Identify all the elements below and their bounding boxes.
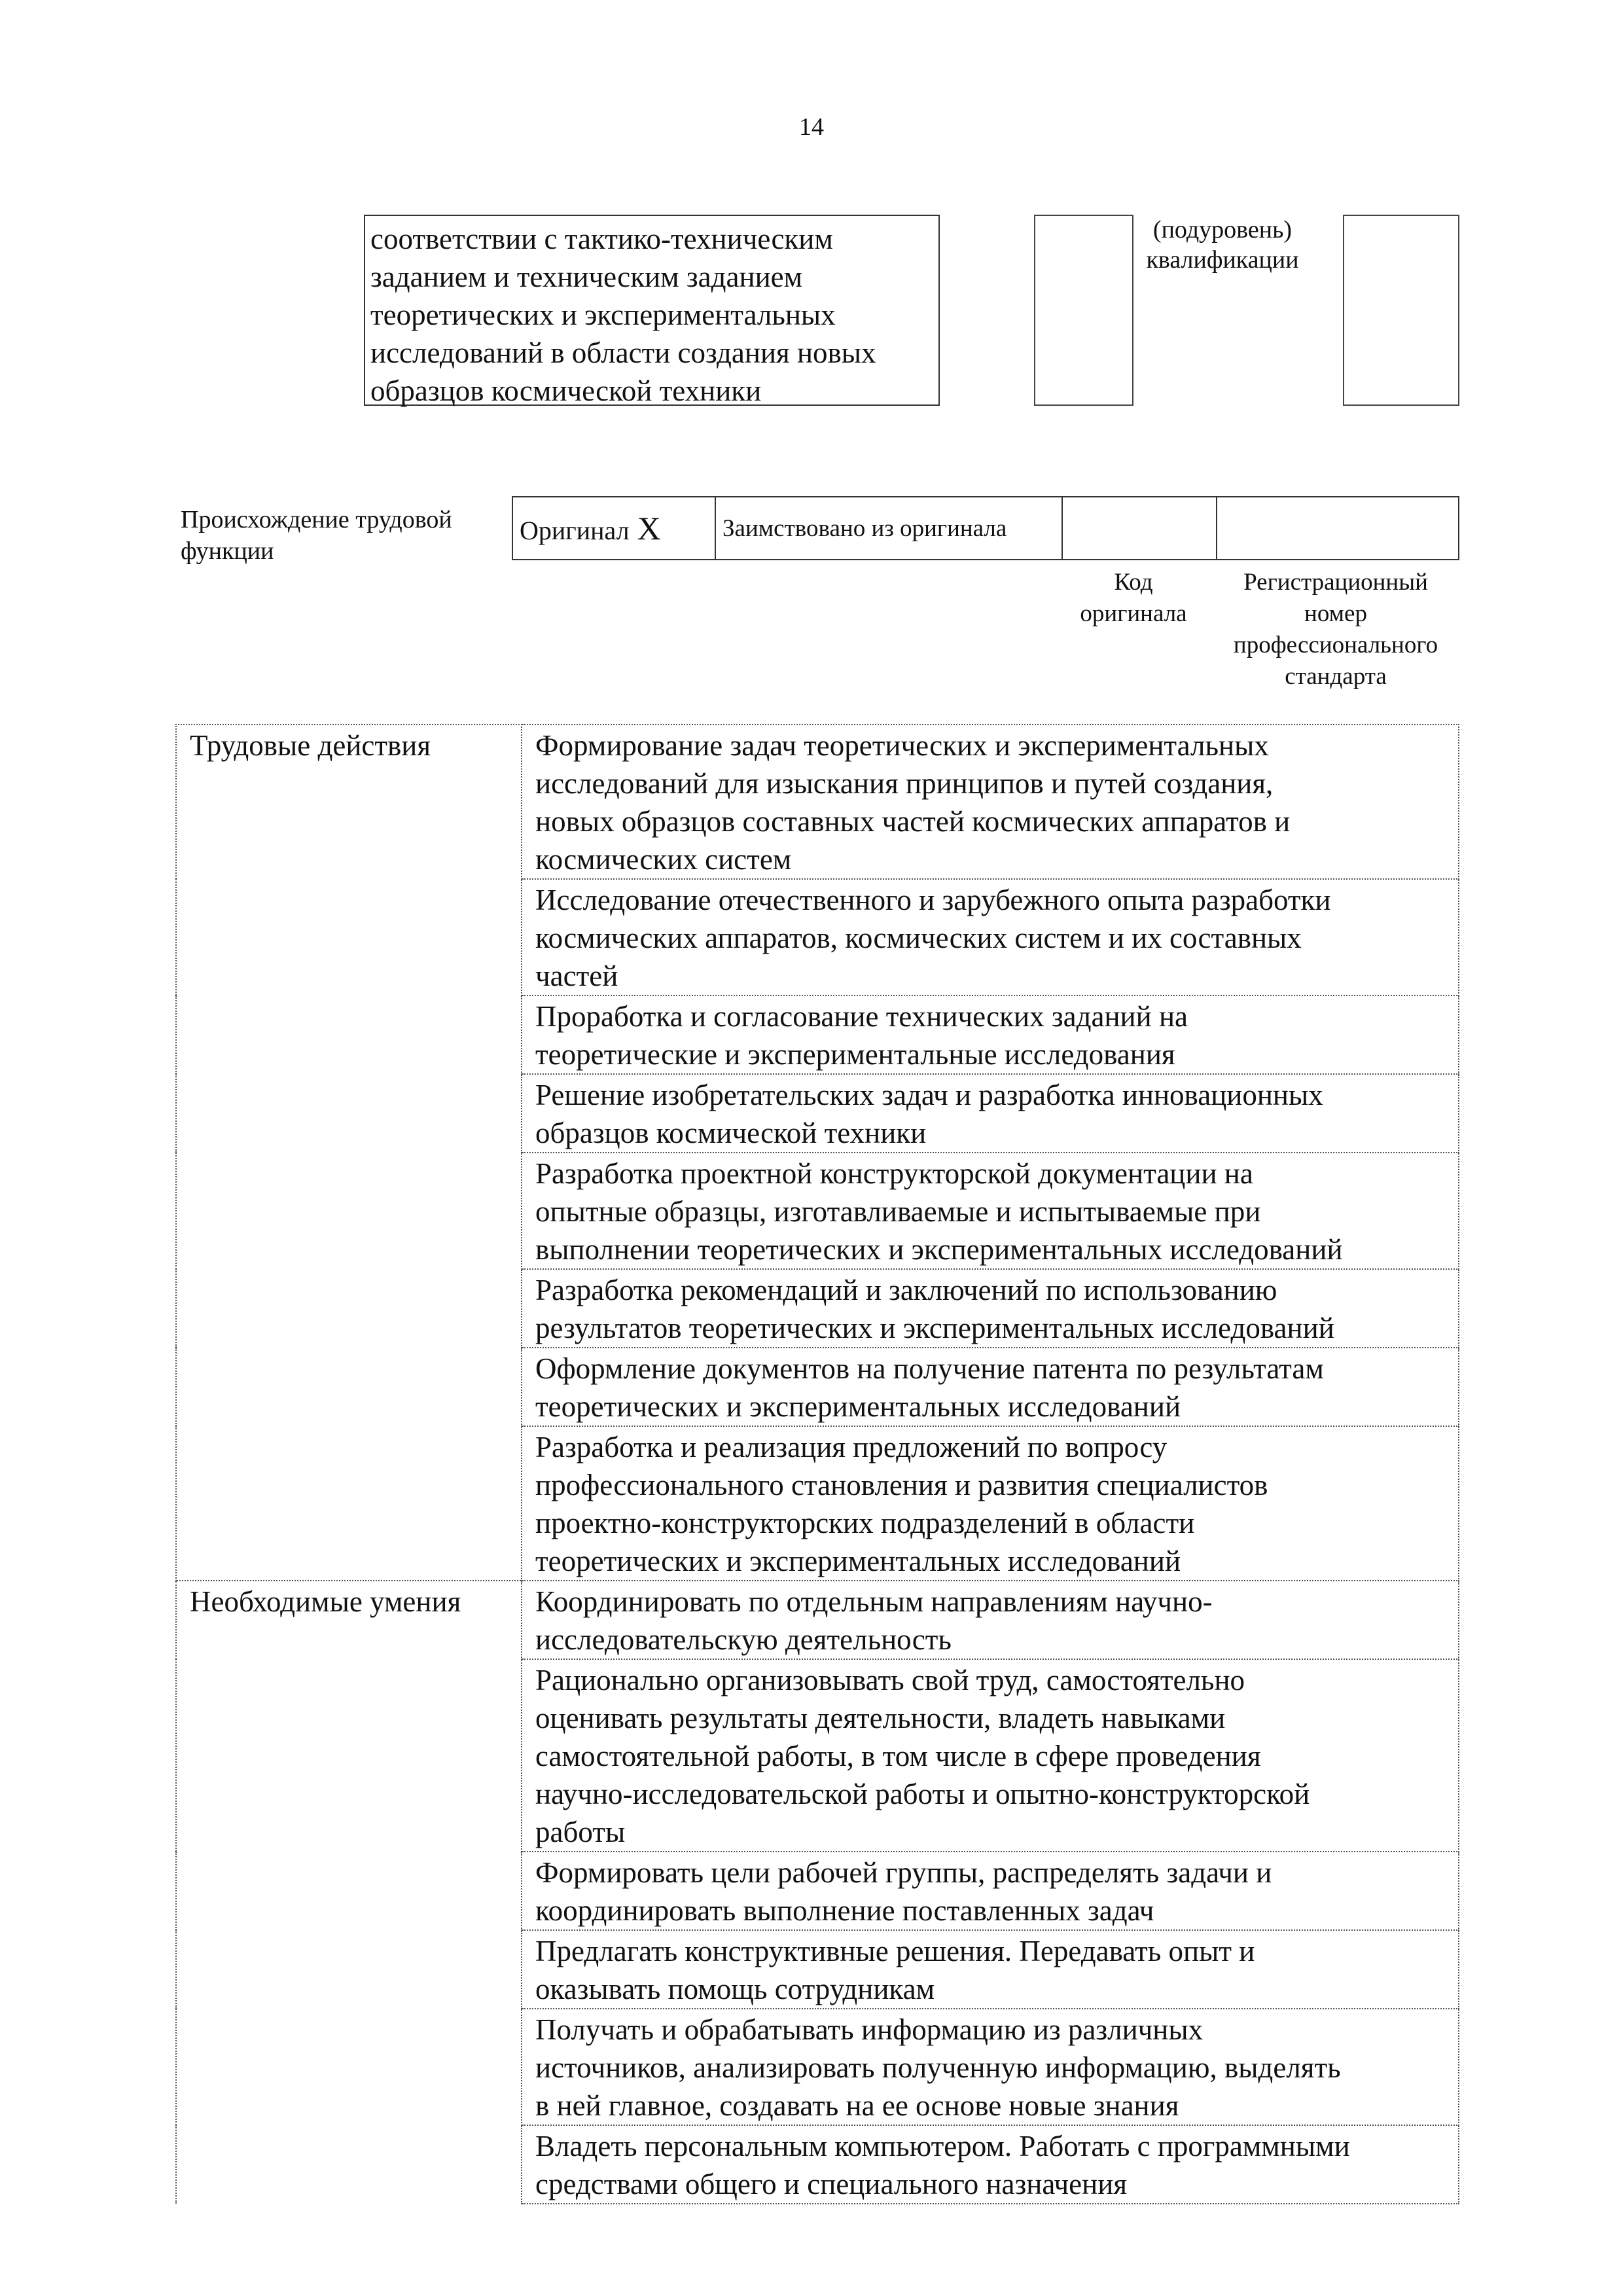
- item-line: космических систем: [535, 843, 792, 876]
- section-title-cell-continued: [176, 1153, 522, 1269]
- table-row: [176, 1852, 1459, 1930]
- qualification-sublevel-box: [1343, 215, 1459, 406]
- table-row: [176, 1269, 1459, 1348]
- list-item: [522, 1659, 1459, 1852]
- list-item: [522, 1153, 1459, 1269]
- section-title-cell-continued: [176, 1426, 522, 1581]
- table-row: [176, 1581, 1459, 1659]
- item-line: исследовательскую деятельность: [535, 1623, 952, 1656]
- label-line: квалификации: [1146, 246, 1299, 274]
- item-line: Разработка рекомендаций и заключений по использованию: [535, 1274, 1277, 1306]
- item-line: новых образцов составных частей космических аппаратов и: [535, 805, 1291, 838]
- list-item: [522, 2009, 1459, 2125]
- item-line: космических аппаратов, космических систем и их составных: [535, 922, 1302, 954]
- item-line: теоретических и экспериментальных исследований: [535, 1545, 1181, 1577]
- item-line: оценивать результаты деятельности, владеть навыками: [535, 1702, 1226, 1734]
- origin-original-mark: X: [637, 510, 661, 547]
- title-line: заданием и техническим заданием: [370, 260, 803, 293]
- item-line: Владеть персональным компьютером. Работать с программными: [535, 2130, 1350, 2162]
- item-line: координировать выполнение поставленных задач: [535, 1894, 1154, 1927]
- section-title-cell-continued: [176, 996, 522, 1074]
- original-code-caption: [1056, 567, 1211, 630]
- list-item: [522, 996, 1459, 1074]
- origin-borrowed-cell: Заимствовано из оригинала: [715, 497, 1062, 560]
- table-row: [176, 1074, 1459, 1153]
- list-item: [522, 1074, 1459, 1153]
- caption-line: профессионального: [1233, 632, 1438, 658]
- section-title-cell-continued: [176, 1348, 522, 1426]
- item-line: средствами общего и специального назначения: [535, 2168, 1128, 2200]
- caption-line: номер: [1304, 600, 1367, 627]
- caption-line: оригинала: [1080, 600, 1187, 627]
- item-line: источников, анализировать полученную информацию, выделять: [535, 2051, 1341, 2084]
- item-line: Формировать цели рабочей группы, распределять задачи и: [535, 1856, 1272, 1889]
- item-line: самостоятельной работы, в том числе в сфере проведения: [535, 1740, 1261, 1772]
- item-line: исследований для изыскания принципов и путей создания,: [535, 767, 1274, 800]
- label-line: (подуровень): [1152, 216, 1293, 243]
- table-row: [176, 2009, 1459, 2125]
- table-row: [176, 2125, 1459, 2204]
- section-title-cell-continued: [176, 1852, 522, 1930]
- item-line: Решение изобретательских задач и разработка инновационных: [535, 1079, 1323, 1111]
- item-line: Оформление документов на получение патента по результатам: [535, 1352, 1324, 1385]
- item-line: образцов космической техники: [535, 1117, 927, 1149]
- section-title-cell-continued: [176, 879, 522, 996]
- labor-function-table: [175, 724, 1459, 2204]
- item-line: Координировать по отдельным направлениям научно-: [535, 1585, 1213, 1618]
- table-row: [176, 1153, 1459, 1269]
- table-row: [176, 879, 1459, 996]
- item-line: теоретических и экспериментальных исследований: [535, 1390, 1181, 1423]
- label-line: функции: [181, 537, 274, 565]
- work-function-title-box: [364, 215, 940, 406]
- origin-original-cell: [512, 497, 715, 560]
- caption-line: стандарта: [1285, 663, 1387, 690]
- list-item: [522, 1930, 1459, 2009]
- list-item: [522, 1581, 1459, 1659]
- table-row: [176, 1426, 1459, 1581]
- table-row: [176, 725, 1459, 879]
- caption-line: Регистрационный: [1243, 569, 1428, 596]
- item-line: теоретические и экспериментальные исследования: [535, 1038, 1175, 1071]
- item-line: Исследование отечественного и зарубежного опыта разработки: [535, 884, 1331, 916]
- item-line: профессионального становления и развития специалистов: [535, 1469, 1268, 1501]
- origin-row: [512, 497, 1459, 560]
- section-title-cell-continued: [176, 1269, 522, 1348]
- item-line: Рационально организовывать свой труд, самостоятельно: [535, 1664, 1245, 1696]
- item-line: Формирование задач теоретических и экспериментальных: [535, 729, 1269, 762]
- table-row: [176, 1348, 1459, 1426]
- item-line: Разработка проектной конструкторской документации на: [535, 1157, 1253, 1190]
- list-item: [522, 1269, 1459, 1348]
- section-title-cell-continued: [176, 1659, 522, 1852]
- list-item: [522, 725, 1459, 879]
- origin-table: [512, 496, 1459, 560]
- item-line: проектно-конструкторских подразделений в области: [535, 1507, 1195, 1539]
- item-line: Получать и обрабатывать информацию из различных: [535, 2013, 1204, 2046]
- registration-number-caption: [1213, 567, 1458, 692]
- item-line: Проработка и согласование технических заданий на: [535, 1000, 1188, 1033]
- item-line: оказывать помощь сотрудникам: [535, 1973, 935, 2005]
- list-item: [522, 1348, 1459, 1426]
- item-line: частей: [535, 960, 618, 992]
- title-line: соответствии с тактико-техническим: [370, 223, 833, 255]
- section-title-cell-continued: [176, 1074, 522, 1153]
- title-line: исследований в области создания новых: [370, 336, 876, 369]
- title-line: образцов космической техники: [370, 374, 762, 407]
- table-row: [176, 996, 1459, 1074]
- origin-label: [181, 504, 508, 567]
- item-line: научно-исследовательской работы и опытно-конструкторской: [535, 1778, 1310, 1810]
- item-line: Предлагать конструктивные решения. Передавать опыт и: [535, 1935, 1255, 1967]
- list-item: [522, 2125, 1459, 2204]
- table-row: [176, 1659, 1459, 1852]
- origin-code-cell: [1062, 497, 1217, 560]
- page-number: 14: [799, 113, 824, 141]
- qualification-sublevel-label: [1144, 215, 1301, 275]
- table-row: [176, 1930, 1459, 2009]
- caption-line: Код: [1114, 569, 1153, 596]
- origin-reg-number-cell: [1217, 497, 1459, 560]
- item-line: Разработка и реализация предложений по вопросу: [535, 1431, 1168, 1463]
- item-line: работы: [535, 1816, 626, 1848]
- item-line: в ней главное, создавать на ее основе новые знания: [535, 2089, 1179, 2122]
- label-line: Происхождение трудовой: [181, 506, 452, 533]
- section-title-cell-continued: [176, 1930, 522, 2009]
- list-item: [522, 1426, 1459, 1581]
- item-line: выполнении теоретических и экспериментальных исследований: [535, 1233, 1343, 1266]
- title-line: теоретических и экспериментальных: [370, 298, 836, 331]
- item-line: опытные образцы, изготавливаемые и испытываемые при: [535, 1195, 1261, 1228]
- list-item: [522, 879, 1459, 996]
- section-title-cell-continued: [176, 2009, 522, 2125]
- list-item: [522, 1852, 1459, 1930]
- item-line: результатов теоретических и экспериментальных исследований: [535, 1312, 1334, 1344]
- origin-original-label: Оригинал: [520, 516, 630, 545]
- section-title-cell: Трудовые действия: [176, 725, 522, 879]
- section-title-cell: Необходимые умения: [176, 1581, 522, 1659]
- section-title-cell-continued: [176, 2125, 522, 2204]
- code-box: [1034, 215, 1133, 406]
